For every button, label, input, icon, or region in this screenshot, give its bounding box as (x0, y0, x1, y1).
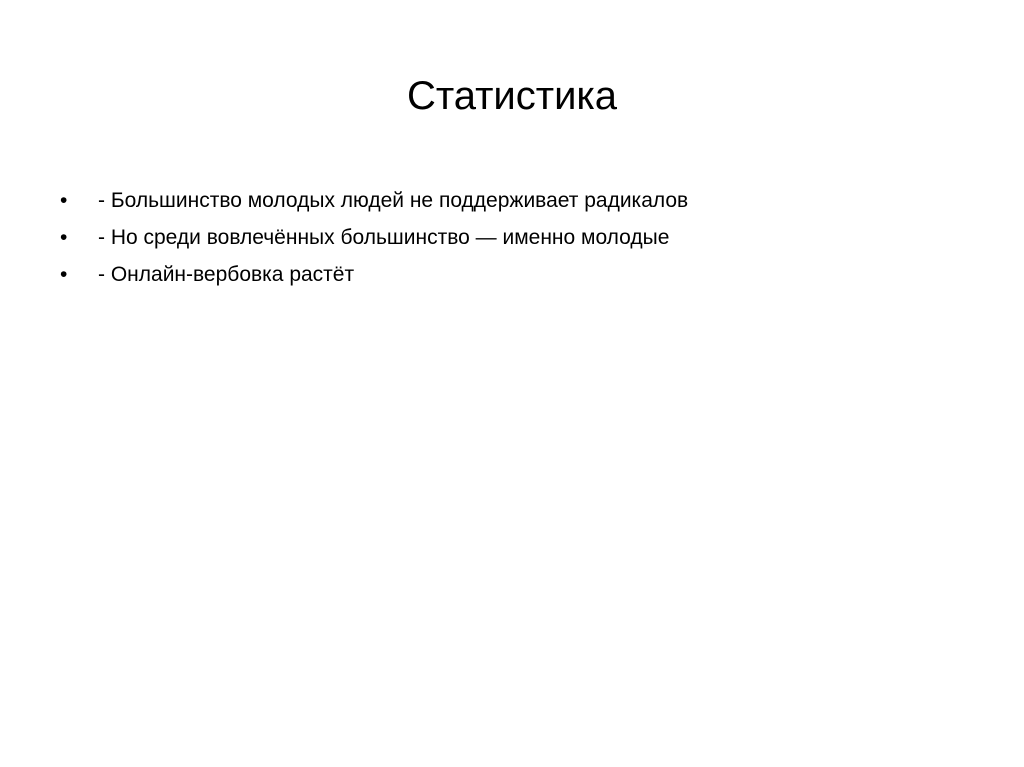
list-item (60, 219, 688, 256)
bullet-text: - Большинство молодых людей не поддерживает радикалов (98, 189, 689, 212)
bullet-icon: • (60, 226, 68, 249)
bullet-text: - Но среди вовлечённых большинство — именно молодые (98, 226, 670, 249)
bullet-icon: • (60, 189, 68, 212)
bullet-text: - Онлайн-вербовка растёт (98, 263, 355, 286)
list-item (60, 182, 688, 219)
bullet-list (60, 182, 688, 293)
bullet-icon: • (60, 263, 68, 286)
list-item (60, 256, 688, 293)
slide-title: Статистика (406, 74, 618, 118)
